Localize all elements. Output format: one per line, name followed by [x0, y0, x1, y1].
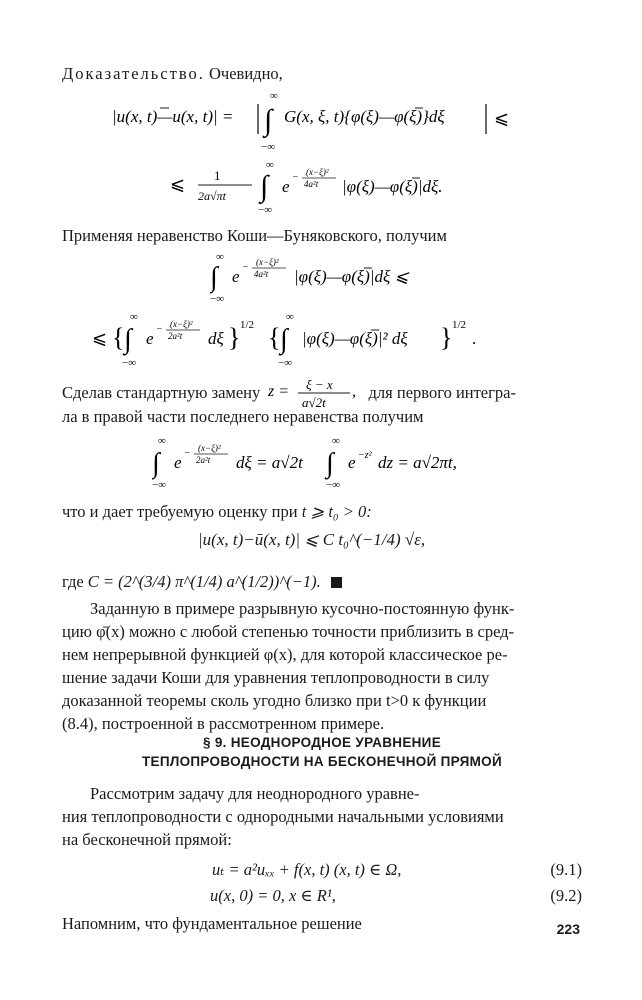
proof-heading: Доказательство. [62, 64, 205, 83]
svg-text:G(x, ξ, t){φ(ξ)—φ(ξ)}dξ: G(x, ξ, t){φ(ξ)—φ(ξ)}dξ [284, 107, 445, 126]
svg-text:∞: ∞ [332, 435, 340, 447]
svg-text:∫: ∫ [124, 324, 132, 355]
formula-gaussian-integral [152, 432, 492, 492]
paragraph-substitution-cont: ла в правой части последнего неравенства получим [62, 407, 424, 426]
svg-text:−∞: −∞ [152, 479, 167, 491]
paragraph-example-line-4: шение задачи Коши для уравнения теплопроводности в силу [62, 668, 490, 687]
paragraph-example-line-6: (8.4), построенной в рассмотренном примере. [62, 714, 385, 733]
svg-text:∫: ∫ [264, 104, 273, 137]
svg-text:∫: ∫ [210, 262, 218, 293]
svg-text:|u(x, t)—u(x, t)| =: |u(x, t)—u(x, t)| = [112, 107, 234, 126]
paragraph-example-line-1: Заданную в примере разрывную кусочно-постоянную функ- [90, 599, 515, 618]
svg-text:}: } [228, 323, 241, 352]
svg-text:4a²t: 4a²t [254, 269, 269, 279]
equation-9-2 [62, 884, 582, 908]
svg-text:z =: z = [268, 383, 290, 400]
paragraph-example-line-5: доказанной теоремы сколь угодно близко при t>0 к функции [62, 691, 487, 710]
paragraph-problem-line-1: Рассмотрим задачу для неоднородного уравне- [90, 784, 420, 803]
svg-text:∫: ∫ [326, 448, 334, 479]
svg-text:1: 1 [214, 168, 221, 183]
svg-text:∞: ∞ [266, 159, 274, 171]
svg-text:e: e [146, 329, 154, 348]
svg-text:−: − [292, 172, 299, 183]
svg-text:−∞: −∞ [278, 357, 293, 369]
formula-final-estimate: |u(x, t)−ū(x, t)| ⩽ C t₀^(−1/4) √ε, [198, 530, 426, 549]
svg-text:−∞: −∞ [122, 357, 137, 369]
svg-text:2a²t: 2a²t [196, 455, 211, 465]
equation-9-1-number: (9.1) [550, 860, 582, 879]
svg-text:⩽: ⩽ [494, 108, 510, 128]
svg-text:⩽: ⩽ [170, 174, 186, 194]
paragraph-recall: Напомним, что фундаментальное решение [62, 914, 362, 933]
svg-text:(x−ξ)²: (x−ξ)² [170, 319, 193, 329]
svg-text:e: e [348, 453, 356, 472]
svg-text:∫: ∫ [260, 170, 269, 203]
svg-text:∞: ∞ [286, 311, 294, 323]
svg-text:−: − [184, 448, 191, 459]
equation-9-1-body: uₜ = a²uₓₓ + f(x, t) (x, t) ∈ Ω, [212, 860, 402, 879]
svg-text:|φ(ξ)—φ(ξ)|² dξ: |φ(ξ)—φ(ξ)|² dξ [302, 329, 408, 348]
svg-text:e: e [174, 453, 182, 472]
paragraph-example-line-3: нем непрерывной функцией φ(x), для которой классическое ре- [62, 645, 508, 664]
svg-text:1/2: 1/2 [452, 319, 467, 331]
formula-integral-left [210, 250, 470, 306]
svg-text:∞: ∞ [158, 435, 166, 447]
svg-text:∫: ∫ [152, 448, 160, 479]
formula-abs-difference [100, 86, 540, 158]
section-title-line-1: § 9. НЕОДНОРОДНОЕ УРАВНЕНИЕ [202, 735, 441, 750]
svg-text:−∞: −∞ [261, 141, 276, 153]
svg-text:a√2t: a√2t [302, 395, 327, 410]
svg-text:dξ = a√2t: dξ = a√2t [236, 453, 303, 472]
svg-text:(x−ξ)²: (x−ξ)² [256, 257, 279, 267]
svg-text:4a²t: 4a²t [304, 179, 319, 189]
svg-text:1/2: 1/2 [240, 319, 255, 331]
svg-text:}: } [440, 323, 453, 352]
svg-text:e: e [232, 267, 240, 286]
page-number: 223 [556, 921, 580, 937]
svg-text:−∞: −∞ [258, 204, 273, 216]
svg-text:−∞: −∞ [326, 479, 341, 491]
svg-text:∞: ∞ [130, 311, 138, 323]
svg-text:∞: ∞ [270, 90, 278, 102]
svg-text:−z²: −z² [358, 450, 372, 461]
svg-text:2a√πt: 2a√πt [198, 189, 226, 203]
svg-text:,: , [352, 383, 357, 400]
svg-text:{: { [268, 323, 281, 352]
svg-text:2a²t: 2a²t [168, 331, 183, 341]
proof-intro [62, 62, 582, 85]
proof-intro-text: Очевидно, [209, 64, 283, 83]
svg-text:∫: ∫ [280, 324, 288, 355]
svg-text:dξ: dξ [208, 329, 224, 348]
section-title-line-2: ТЕПЛОПРОВОДНОСТИ НА БЕСКОНЕЧНОЙ ПРЯМОЙ [142, 754, 502, 769]
svg-text:∞: ∞ [216, 251, 224, 263]
svg-text:|φ(ξ)—φ(ξ)|dξ.: |φ(ξ)—φ(ξ)|dξ. [342, 177, 443, 196]
paragraph-problem-line-2: ния теплопроводности с однородными начальными условиями [62, 807, 504, 826]
svg-text:dz = a√2πt,: dz = a√2πt, [378, 453, 457, 472]
svg-text:−: − [156, 324, 163, 335]
equation-9-2-number: (9.2) [550, 886, 582, 905]
formula-condition: t ⩾ t₀ > 0: [301, 502, 372, 521]
svg-text:(x−ξ)²: (x−ξ)² [198, 443, 221, 453]
qed-square-icon [331, 577, 342, 588]
svg-text:|φ(ξ)—φ(ξ)|dξ ⩽: |φ(ξ)—φ(ξ)|dξ ⩽ [294, 267, 409, 286]
paragraph-constant: где C = (2^(3/4) π^(1/4) a^(1/2))^(−1). [62, 570, 582, 593]
svg-text:.: . [472, 329, 477, 348]
svg-text:(x−ξ)²: (x−ξ)² [306, 167, 329, 177]
paragraph-example-line-2: цию φ̄(x) можно с любой степенью точности приблизить в сред- [62, 622, 515, 641]
equation-9-2-body: u(x, 0) = 0, x ∈ R¹, [210, 886, 336, 905]
formula-constant: C = (2^(3/4) π^(1/4) a^(1/2))^(−1). [87, 572, 321, 591]
svg-text:−∞: −∞ [210, 293, 225, 305]
paragraph-substitution: Сделав стандартную замену z = ξ − x a√2t , для первого интегра- [62, 377, 516, 410]
svg-text:e: e [282, 177, 290, 196]
formula-gaussian-bound [170, 158, 520, 216]
formula-cauchy-schwarz [92, 308, 512, 370]
equation-9-1 [62, 858, 582, 882]
paragraph-estimate: что и дает требуемую оценку при t ⩾ t₀ > 0: [62, 502, 372, 521]
svg-text:ξ − x: ξ − x [306, 377, 334, 392]
paragraph-problem-line-3: на бесконечной прямой: [62, 830, 232, 849]
svg-text:{: { [112, 323, 125, 352]
svg-text:−: − [242, 262, 249, 273]
svg-text:⩽: ⩽ [92, 328, 108, 348]
paragraph-cauchy: Применяя неравенство Коши—Буняковского, получим [62, 226, 447, 245]
